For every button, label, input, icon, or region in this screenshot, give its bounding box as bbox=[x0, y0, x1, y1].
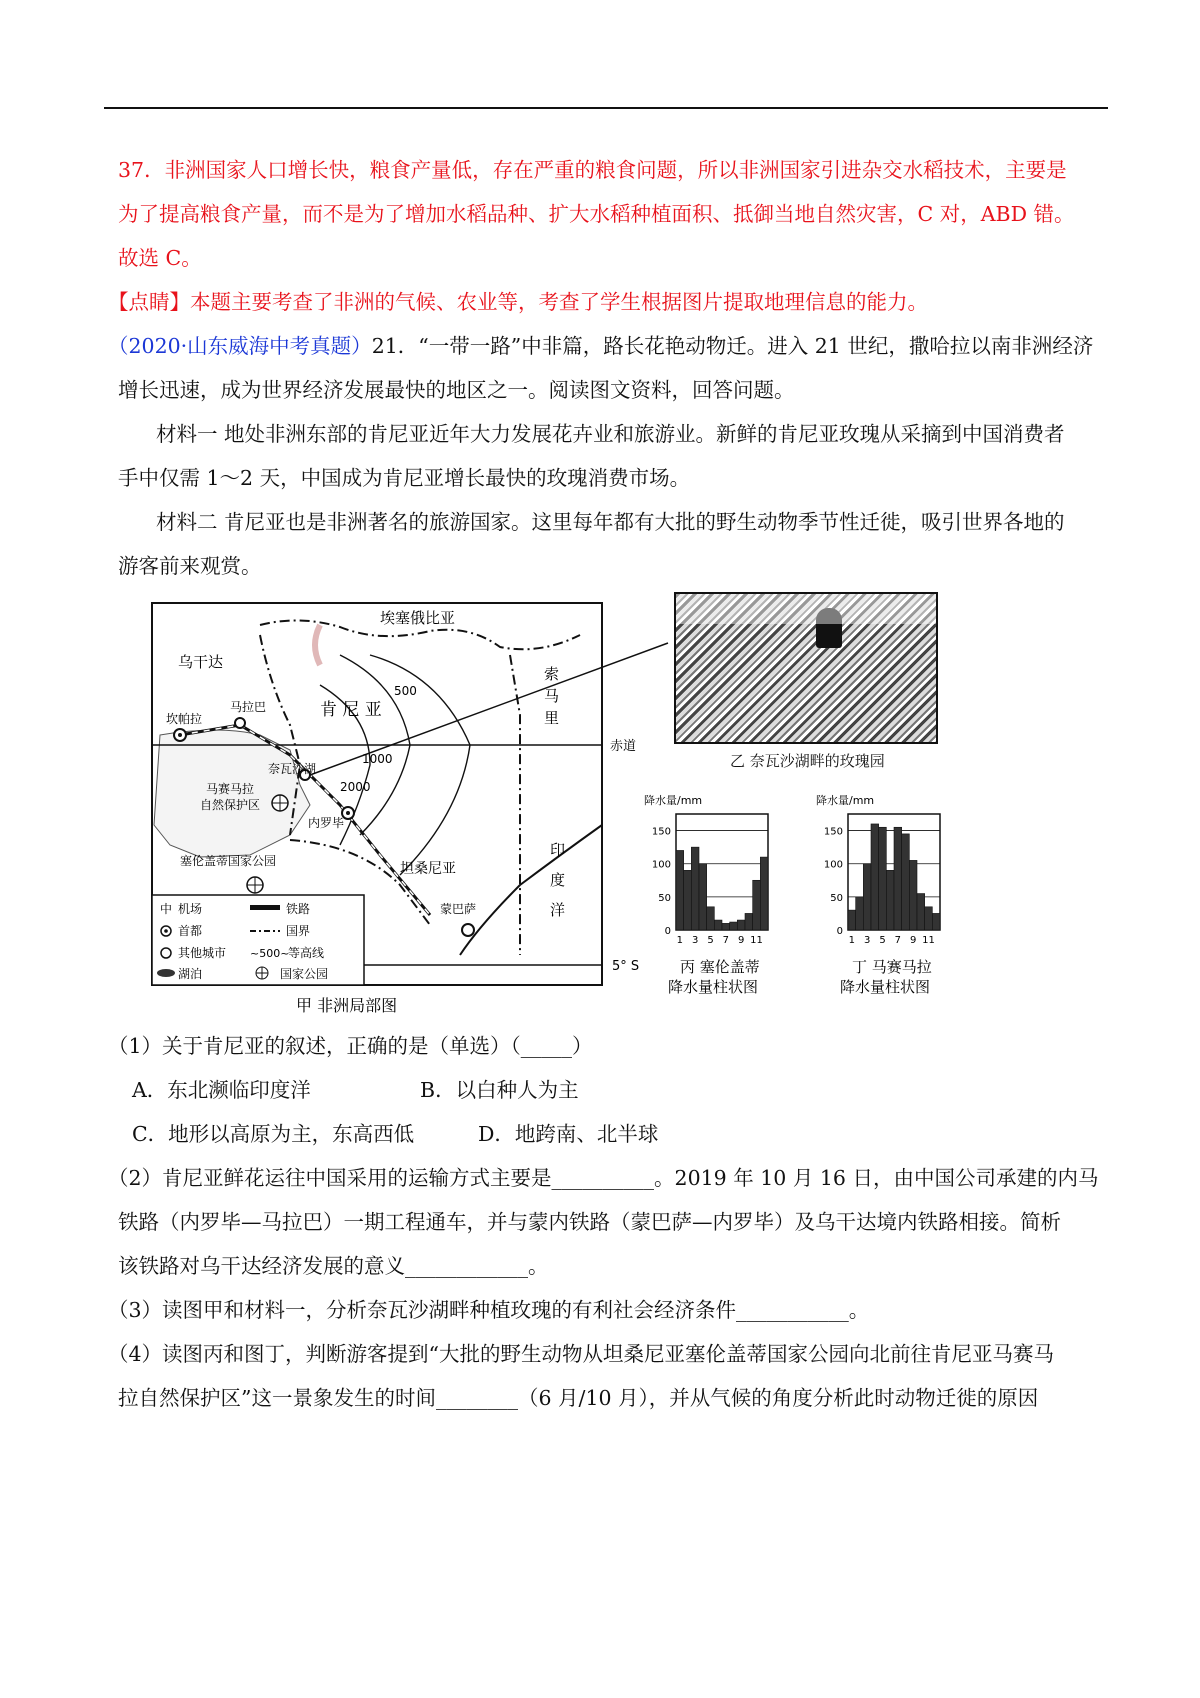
chart-0-bar-2 bbox=[684, 870, 692, 930]
question-21-line-1 bbox=[108, 330, 1108, 362]
chart-0-title: 丙 塞伦盖蒂 bbox=[680, 958, 760, 976]
chart-0-bar-1 bbox=[676, 850, 684, 930]
answer-37-line-3: 故选 C。 bbox=[118, 246, 202, 270]
label-tanzania: 坦桑尼亚 bbox=[400, 861, 456, 877]
label-indian-ocean-1: 印 bbox=[550, 841, 566, 859]
label-kampala: 坎帕拉 bbox=[166, 712, 203, 726]
serengeti-precip-chart bbox=[640, 790, 810, 1005]
q1-option-a: A．东北濒临印度洋 bbox=[132, 1078, 311, 1102]
chart-0-xtick: 5 bbox=[707, 935, 714, 946]
legend-lake: 湖泊 bbox=[178, 967, 203, 981]
chart-0-bar-9 bbox=[737, 920, 745, 930]
chart-1-xtick: 1 bbox=[848, 935, 856, 946]
label-naivasha: 奈瓦沙湖 bbox=[268, 762, 317, 776]
label-ethiopia: 埃塞俄比亚 bbox=[380, 609, 456, 627]
chart-1-subtitle: 降水量柱状图 bbox=[840, 978, 931, 996]
legend-city: 其他城市 bbox=[178, 946, 227, 960]
header-rule bbox=[104, 107, 1108, 109]
chart-1-xtick: 7 bbox=[894, 935, 902, 946]
question-21-stem: 21．“一带一路”中非篇，路长花艳动物迁。进入 21 世纪，撒哈拉以南非洲经济 bbox=[371, 334, 1094, 358]
masai-mara-precip-chart bbox=[812, 790, 982, 1005]
dianjing-comment: 【点睛】本题主要考查了非洲的气候、农业等，考查了学生根据图片提取地理信息的能力。 bbox=[108, 290, 928, 314]
legend-park: 国家公园 bbox=[280, 967, 329, 981]
q1-option-c: C．地形以高原为主，东高西低 bbox=[132, 1122, 415, 1146]
chart-1-ytick: 150 bbox=[823, 826, 843, 838]
chart-1-title: 丁 马赛马拉 bbox=[852, 958, 932, 976]
chart-0-subtitle: 降水量柱状图 bbox=[668, 978, 759, 996]
chart-0-bar-3 bbox=[691, 847, 699, 930]
legend-contour: 等高线 bbox=[288, 946, 325, 960]
chart-1-xtick: 5 bbox=[879, 935, 886, 946]
legend-railway: 铁路 bbox=[286, 902, 311, 916]
chart-0-xtick: 1 bbox=[676, 935, 684, 946]
label-kenya: 肯 尼 亚 bbox=[320, 700, 382, 720]
label-somalia-2: 马 bbox=[544, 687, 560, 705]
label-indian-ocean-3: 洋 bbox=[550, 901, 566, 919]
material-2-line-1: 材料二 肯尼亚也是非洲著名的旅游国家。这里每年都有大批的野生动物季节性迁徙，吸引世界各地的 bbox=[156, 510, 1065, 534]
label-mombasa: 蒙巴萨 bbox=[440, 902, 477, 916]
chart-0-bar-7 bbox=[722, 923, 730, 930]
q3: （3）读图甲和材料一，分析奈瓦沙湖畔种植玫瑰的有利社会经济条件___________。 bbox=[108, 1298, 870, 1322]
label-somalia-3: 里 bbox=[544, 709, 560, 727]
contour-2000: 2000 bbox=[340, 780, 371, 794]
chart-1-bar-1 bbox=[848, 910, 856, 930]
chart-0-ytick: 50 bbox=[658, 892, 671, 904]
africa-partial-map bbox=[140, 595, 670, 1020]
chart-0-xtick: 3 bbox=[691, 935, 699, 946]
svg-text:中: 中 bbox=[160, 902, 173, 916]
chart-1-bar-3 bbox=[863, 864, 871, 930]
chart-0-xtick: 9 bbox=[737, 935, 745, 946]
rose-garden-photo bbox=[674, 592, 938, 744]
chart-1-ytick: 0 bbox=[836, 926, 843, 937]
q1-option-b: B．以白种人为主 bbox=[420, 1078, 579, 1102]
chart-1-ytick: 100 bbox=[823, 859, 843, 871]
chart-1-bar-5 bbox=[879, 827, 887, 930]
chart-0-xtick: 11 bbox=[750, 935, 763, 946]
q2-line-1: （2）肯尼亚鲜花运往中国采用的运输方式主要是__________。2019 年 10 月 16 日，由中国公司承建的内马 bbox=[108, 1166, 1099, 1190]
label-masai-mara-2: 自然保护区 bbox=[200, 798, 261, 812]
chart-1-ytick: 50 bbox=[830, 892, 843, 904]
chart-0-bar-5 bbox=[707, 907, 715, 930]
label-serengeti: 塞伦盖蒂国家公园 bbox=[180, 854, 277, 868]
chart-1-bar-11 bbox=[925, 907, 933, 930]
q2-line-2: 铁路（内罗毕—马拉巴）一期工程通车，并与蒙内铁路（蒙巴萨—内罗毕）及乌干达境内铁路相接。简析 bbox=[118, 1210, 1061, 1234]
chart-1-xtick: 9 bbox=[909, 935, 917, 946]
chart-1-bar-6 bbox=[886, 870, 894, 930]
q4-line-2: 拉自然保护区”这一景象发生的时间________（6 月/10 月），并从气候的角度分析此时动物迁徙的原因 bbox=[118, 1386, 1039, 1410]
material-1-line-2: 手中仅需 1～2 天，中国成为肯尼亚增长最快的玫瑰消费市场。 bbox=[118, 466, 691, 490]
answer-37-line-2: 为了提高粮食产量，而不是为了增加水稻品种、扩大水稻种植面积、抵御当地自然灾害，C 对，ABD 错。 bbox=[118, 202, 1075, 226]
q1-stem: （1）关于肯尼亚的叙述，正确的是（单选）（_____） bbox=[108, 1034, 593, 1058]
chart-0-bar-11 bbox=[753, 880, 761, 930]
chart-1-bar-2 bbox=[856, 897, 864, 930]
chart-0-ytick: 150 bbox=[651, 826, 671, 838]
q1-option-d: D．地跨南、北半球 bbox=[478, 1122, 659, 1146]
legend-border: 国界 bbox=[286, 924, 311, 938]
label-somalia-1: 索 bbox=[544, 665, 560, 683]
label-nairobi: 内罗毕 bbox=[308, 816, 345, 830]
chart-0-bar-10 bbox=[745, 913, 753, 930]
photo-caption: 乙 奈瓦沙湖畔的玫瑰园 bbox=[730, 752, 885, 770]
chart-1-bar-4 bbox=[871, 824, 879, 930]
label-5s: 5° S bbox=[612, 959, 640, 974]
answer-37-line-1: 37．非洲国家人口增长快，粮食产量低，存在严重的粮食问题，所以非洲国家引进杂交水稻技术，主要是 bbox=[118, 158, 1067, 182]
chart-0-bar-4 bbox=[699, 864, 707, 930]
label-equator: 赤道 bbox=[610, 739, 637, 754]
material-1-line-1: 材料一 地处非洲东部的肯尼亚近年大力发展花卉业和旅游业。新鲜的肯尼亚玫瑰从采摘到中国消费者 bbox=[156, 422, 1065, 446]
chart-1-bar-8 bbox=[902, 834, 910, 930]
contour-1000: 1000 bbox=[362, 752, 393, 766]
chart-0-ytick: 100 bbox=[651, 859, 671, 871]
chart-1-bar-7 bbox=[894, 827, 902, 930]
label-indian-ocean-2: 度 bbox=[550, 871, 566, 889]
label-malaba: 马拉巴 bbox=[230, 700, 267, 714]
material-2-line-2: 游客前来观赏。 bbox=[118, 554, 262, 578]
svg-text:~500~: ~500~ bbox=[250, 947, 290, 960]
chart-0-xtick: 7 bbox=[722, 935, 730, 946]
chart-1-xtick: 3 bbox=[863, 935, 871, 946]
map-caption: 甲 非洲局部图 bbox=[296, 996, 398, 1015]
chart-1-ylabel: 降水量/mm bbox=[816, 794, 875, 807]
chart-0-bar-8 bbox=[730, 922, 738, 930]
contour-500: 500 bbox=[394, 684, 417, 698]
chart-0-bar-6 bbox=[714, 920, 722, 930]
legend-capital: 首都 bbox=[178, 924, 203, 938]
chart-0-ytick: 0 bbox=[664, 926, 671, 937]
label-masai-mara-1: 马赛马拉 bbox=[206, 782, 255, 796]
q2-line-3: 该铁路对乌干达经济发展的意义____________。 bbox=[118, 1254, 549, 1278]
q4-line-1: （4）读图丙和图丁，判断游客提到“大批的野生动物从坦桑尼亚塞伦盖蒂国家公园向北前往肯尼亚马赛马 bbox=[108, 1342, 1055, 1366]
chart-0-bar-12 bbox=[760, 857, 768, 930]
chart-1-bar-10 bbox=[917, 894, 925, 930]
chart-1-bar-12 bbox=[932, 913, 940, 930]
question-21-line-2: 增长迅速，成为世界经济发展最快的地区之一。阅读图文资料，回答问题。 bbox=[118, 378, 795, 402]
legend-airport: 机场 bbox=[178, 902, 203, 916]
question-source: （2020·山东威海中考真题） bbox=[108, 334, 372, 358]
chart-0-ylabel: 降水量/mm bbox=[644, 794, 703, 807]
chart-1-xtick: 11 bbox=[922, 935, 935, 946]
chart-1-bar-9 bbox=[909, 860, 917, 930]
label-uganda: 乌干达 bbox=[178, 653, 224, 671]
